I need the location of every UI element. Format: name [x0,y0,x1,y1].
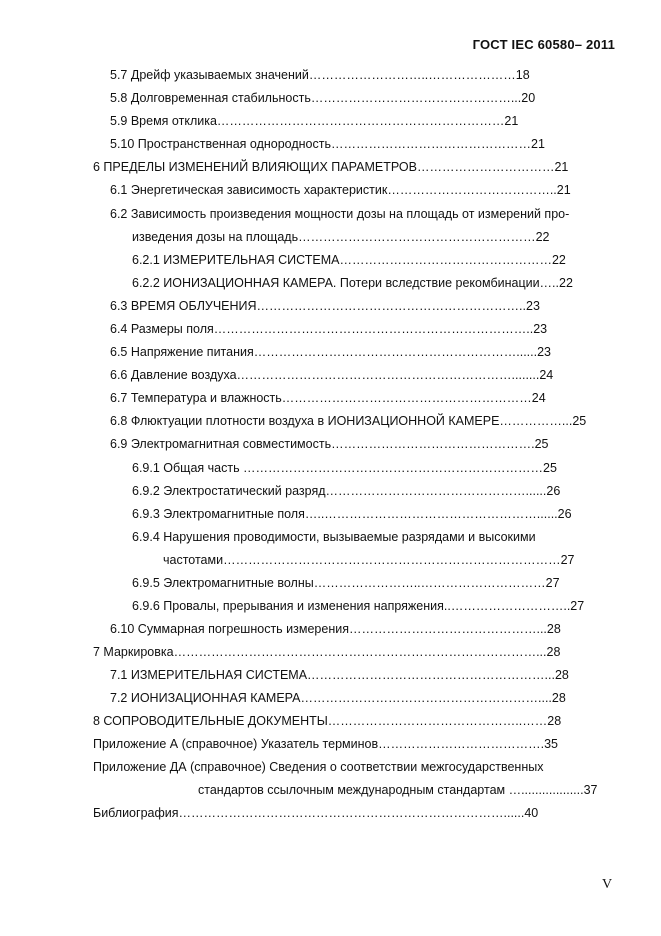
toc-entry: 6.8 Флюктуации плотности воздуха в ИОНИЗАЦИОННОЙ КАМЕРЕ……………...25 [110,414,587,428]
toc-entry: 7.2 ИОНИЗАЦИОННАЯ КАМЕРА…………………………………………………....28 [110,691,566,705]
toc-entry: 6.3 ВРЕМЯ ОБЛУЧЕНИЯ………………………………………………………..23 [110,299,540,313]
toc-entry: 6.9.6 Провалы, прерывания и изменения напряжения..………………………..27 [132,599,585,613]
toc-entry: 6.9.5 Электромагнитные волны……………………..…………………………27 [132,576,560,590]
toc-entry: 7 Маркировка……………………………………………………………………………...28 [93,645,561,659]
toc-entry: 6.10 Суммарная погрешность измерения………………………………………...28 [110,622,561,636]
toc-entry: 6.9.2 Электростатический разряд…………………………………………......26 [132,484,561,498]
toc-entry: 6.2.1 ИЗМЕРИТЕЛЬНАЯ СИСТЕМА……………………………………………22 [132,253,566,267]
toc-entry: Приложение ДА (справочное) Сведения о соответствии межгосударственных [93,760,544,774]
toc-entry: стандартов ссылочным международным стандартам …..................37 [198,783,598,797]
toc-entry: 6.5 Напряжение питания………………………………………………………......23 [110,345,551,359]
toc-entry: 5.8 Долговременная стабильность…………………………………………...20 [110,91,536,105]
toc-entry: 6 ПРЕДЕЛЫ ИЗМЕНЕНИЙ ВЛИЯЮЩИХ ПАРАМЕТРОВ……………………………21 [93,160,569,174]
toc-entry: 5.9 Время отклика……………………………………………………………21 [110,114,519,128]
toc-entry: 6.7 Температура и влажность……………………………………………………24 [110,391,546,405]
toc-entry: 6.9.3 Электромагнитные поля…..……………………………………………......26 [132,507,572,521]
toc-entry: изведения дозы на площадь…………………………………………………22 [132,230,550,244]
toc-entry: частотами………………………………………………………………………27 [163,553,575,567]
document-code: ГОСТ IEC 60580– 2011 [472,37,615,52]
toc-entry: 6.2.2 ИОНИЗАЦИОННАЯ КАМЕРА. Потери вследствие рекомбинации…..22 [132,276,573,290]
toc-entry: 6.4 Размеры поля…………………………………………………………………..23 [110,322,548,336]
toc-entry: 5.10 Пространственная однородность…………………………………………21 [110,137,545,151]
toc-entry: 5.7 Дрейф указываемых значений………………………..…………………18 [110,68,530,82]
toc-entry: 8 СОПРОВОДИТЕЛЬНЫЕ ДОКУМЕНТЫ………………………………………..……28 [93,714,562,728]
toc-entry: 6.1 Энергетическая зависимость характеристик…………………………………..21 [110,183,571,197]
toc-entry: Приложение А (справочное) Указатель терминов………………………………….35 [93,737,558,751]
toc-entry: 6.2 Зависимость произведения мощности дозы на площадь от измерений про- [110,207,570,221]
toc-entry: 7.1 ИЗМЕРИТЕЛЬНАЯ СИСТЕМА…………………………………………………...28 [110,668,569,682]
toc-entry: Библиография……………………………………………………………………......40 [93,806,539,820]
toc-entry: 6.9 Электромагнитная совместимость………………………………………….25 [110,437,549,451]
toc-entry: 6.9.1 Общая часть ………………………………………………………………25 [132,461,557,475]
toc-entry: 6.9.4 Нарушения проводимости, вызываемые разрядами и высокими [132,530,536,544]
page-number: V [602,877,613,892]
toc-entry: 6.6 Давление воздуха…………………………………………………………........24 [110,368,554,382]
